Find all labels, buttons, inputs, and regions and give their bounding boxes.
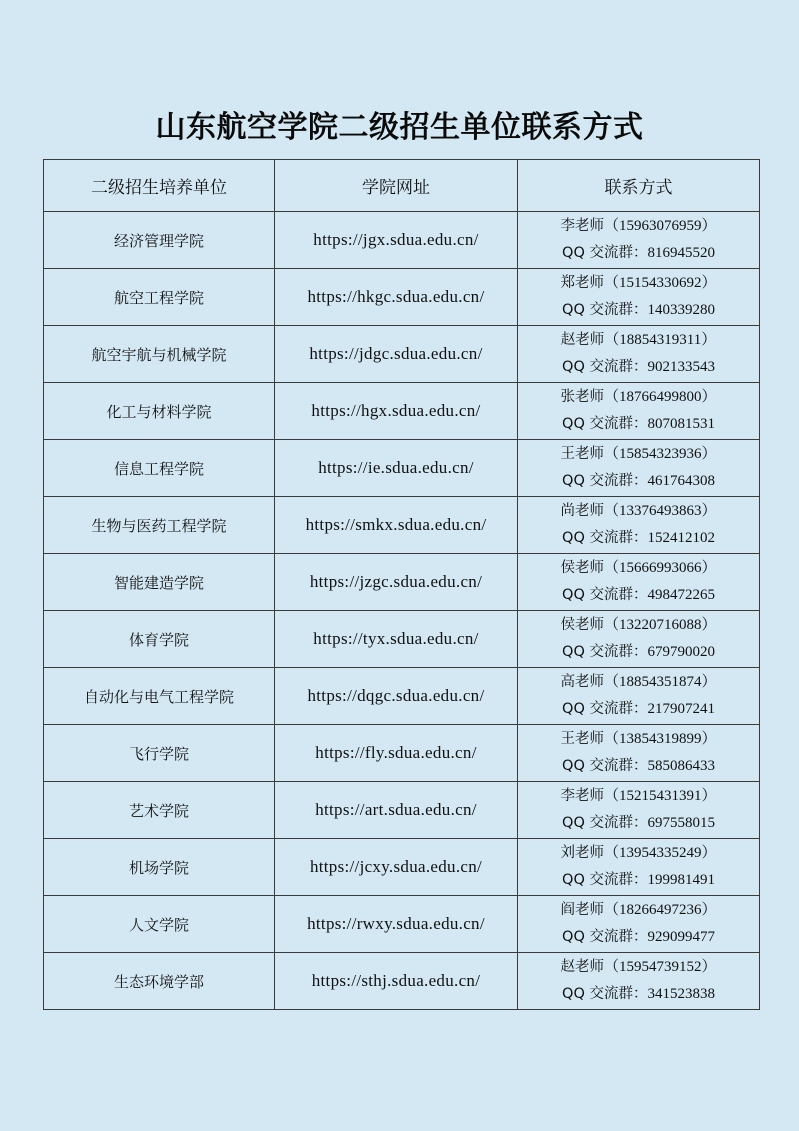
- unit-cell: [44, 782, 275, 839]
- website-cell: [275, 326, 518, 383]
- teacher-phone: （13954335249）: [603, 845, 717, 861]
- website-cell: [275, 953, 518, 1010]
- website-cell: [275, 269, 518, 326]
- teacher-name: 阎老师: [560, 902, 604, 918]
- header-unit: 二级招生培养单位: [44, 160, 275, 212]
- qq-label: QQ 交流群：: [562, 986, 648, 1002]
- unit-name: 航空宇航与机械学院: [91, 345, 227, 364]
- website-link[interactable]: https://hkgc.sdua.edu.cn/: [307, 287, 485, 306]
- unit-cell: [44, 212, 275, 269]
- contact-cell: [518, 440, 760, 497]
- contact-teacher-line: [518, 954, 759, 981]
- teacher-name: 刘老师: [560, 845, 604, 861]
- website-cell: [275, 440, 518, 497]
- contact-cell: [518, 554, 760, 611]
- teacher-phone: （15954739152）: [603, 959, 717, 975]
- contact-teacher-line: [518, 726, 759, 753]
- website-link[interactable]: https://ie.sdua.edu.cn/: [318, 458, 474, 477]
- contact-teacher-line: [518, 498, 759, 525]
- unit-name: 机场学院: [128, 858, 189, 877]
- teacher-name: 王老师: [560, 731, 604, 747]
- contact-teacher-line: [518, 327, 759, 354]
- contact-cell: [518, 212, 760, 269]
- unit-cell: [44, 497, 275, 554]
- contact-teacher-line: [518, 384, 759, 411]
- unit-name: 航空工程学院: [113, 288, 204, 307]
- qq-group-number: 807081531: [647, 416, 715, 432]
- qq-label: QQ 交流群：: [562, 758, 648, 774]
- teacher-name: 张老师: [560, 389, 604, 405]
- contact-cell: [518, 725, 760, 782]
- qq-label: QQ 交流群：: [562, 872, 648, 888]
- teacher-name: 侯老师: [560, 560, 604, 576]
- website-link[interactable]: https://sthj.sdua.edu.cn/: [311, 971, 481, 990]
- unit-name: 艺术学院: [128, 801, 189, 820]
- contacts-table: [43, 159, 760, 1010]
- qq-group-number: 902133543: [647, 359, 715, 375]
- qq-label: QQ 交流群：: [562, 359, 648, 375]
- website-cell: [275, 668, 518, 725]
- qq-group-number: 679790020: [647, 644, 715, 660]
- unit-name: 飞行学院: [128, 744, 189, 763]
- table-row: [44, 896, 760, 953]
- qq-label: QQ 交流群：: [562, 416, 648, 432]
- qq-group-number: 152412102: [647, 530, 715, 546]
- unit-cell: [44, 668, 275, 725]
- contact-cell: [518, 497, 760, 554]
- contact-teacher-line: [518, 441, 759, 468]
- table-row: [44, 953, 760, 1010]
- website-link[interactable]: https://smkx.sdua.edu.cn/: [305, 515, 487, 534]
- unit-name: 人文学院: [128, 915, 189, 934]
- unit-name: 自动化与电气工程学院: [83, 687, 234, 706]
- website-cell: [275, 212, 518, 269]
- qq-group-number: 929099477: [647, 929, 715, 945]
- contact-cell: [518, 668, 760, 725]
- qq-label: QQ 交流群：: [562, 530, 648, 546]
- unit-cell: [44, 725, 275, 782]
- teacher-phone: （13220716088）: [603, 617, 717, 633]
- qq-group-number: 498472265: [647, 587, 715, 603]
- unit-name: 智能建造学院: [113, 573, 204, 592]
- unit-name: 生物与医药工程学院: [91, 516, 227, 535]
- table-row: [44, 269, 760, 326]
- teacher-phone: （18266497236）: [603, 902, 717, 918]
- contact-qq-line: [518, 240, 759, 267]
- unit-cell: [44, 269, 275, 326]
- contact-qq-line: [518, 639, 759, 666]
- teacher-phone: （15215431391）: [603, 788, 717, 804]
- contact-qq-line: [518, 696, 759, 723]
- contact-qq-line: [518, 297, 759, 324]
- teacher-phone: （15854323936）: [603, 446, 717, 462]
- teacher-phone: （13376493863）: [603, 503, 717, 519]
- table-row: [44, 725, 760, 782]
- website-link[interactable]: https://hgx.sdua.edu.cn/: [311, 401, 481, 420]
- website-link[interactable]: https://dqgc.sdua.edu.cn/: [307, 686, 485, 705]
- table-header-row: [44, 160, 760, 212]
- website-link[interactable]: https://jcxy.sdua.edu.cn/: [309, 857, 483, 876]
- contact-qq-line: [518, 411, 759, 438]
- website-cell: [275, 896, 518, 953]
- qq-group-number: 461764308: [647, 473, 715, 489]
- qq-group-number: 140339280: [647, 302, 715, 318]
- qq-label: QQ 交流群：: [562, 473, 648, 489]
- qq-group-number: 585086433: [647, 758, 715, 774]
- table-row: [44, 611, 760, 668]
- qq-label: QQ 交流群：: [562, 815, 648, 831]
- contact-qq-line: [518, 867, 759, 894]
- table-row: [44, 782, 760, 839]
- unit-cell: [44, 953, 275, 1010]
- website-cell: [275, 725, 518, 782]
- teacher-name: 高老师: [560, 674, 604, 690]
- qq-group-number: 341523838: [647, 986, 715, 1002]
- contact-qq-line: [518, 924, 759, 951]
- qq-label: QQ 交流群：: [562, 302, 648, 318]
- unit-name: 信息工程学院: [113, 459, 204, 478]
- unit-cell: [44, 440, 275, 497]
- qq-label: QQ 交流群：: [562, 929, 648, 945]
- contact-cell: [518, 896, 760, 953]
- contact-qq-line: [518, 582, 759, 609]
- teacher-phone: （15666993066）: [603, 560, 717, 576]
- teacher-name: 尚老师: [560, 503, 604, 519]
- unit-cell: [44, 554, 275, 611]
- teacher-name: 赵老师: [560, 959, 604, 975]
- contact-cell: [518, 269, 760, 326]
- contact-cell: [518, 782, 760, 839]
- teacher-name: 王老师: [560, 446, 604, 462]
- page-title: 山东航空学院二级招生单位联系方式: [155, 110, 644, 145]
- qq-group-number: 199981491: [647, 872, 715, 888]
- website-cell: [275, 839, 518, 896]
- teacher-name: 赵老师: [560, 332, 605, 348]
- unit-name: 化工与材料学院: [106, 402, 212, 421]
- qq-group-number: 697558015: [647, 815, 715, 831]
- qq-label: QQ 交流群：: [562, 701, 648, 717]
- unit-name: 经济管理学院: [113, 231, 204, 250]
- unit-cell: [44, 611, 275, 668]
- contact-teacher-line: [518, 897, 759, 924]
- contact-qq-line: [518, 753, 759, 780]
- website-cell: [275, 383, 518, 440]
- table-body: [44, 212, 760, 1010]
- teacher-phone: （13854319899）: [603, 731, 717, 747]
- contact-teacher-line: [518, 840, 759, 867]
- contact-qq-line: [518, 354, 759, 381]
- teacher-name: 郑老师: [560, 275, 604, 291]
- qq-label: QQ 交流群：: [562, 587, 648, 603]
- header-website: 学院网址: [275, 160, 518, 212]
- website-link[interactable]: https://rwxy.sdua.edu.cn/: [307, 914, 485, 933]
- website-cell: [275, 554, 518, 611]
- table-row: [44, 440, 760, 497]
- table-row: [44, 668, 760, 725]
- teacher-phone: （18766499800）: [603, 389, 717, 405]
- table-row: [44, 497, 760, 554]
- contact-qq-line: [518, 981, 759, 1008]
- unit-name: 生态环境学部: [113, 972, 204, 991]
- website-link[interactable]: https://fly.sdua.edu.cn/: [315, 743, 477, 762]
- website-link[interactable]: https://jdgc.sdua.edu.cn/: [309, 344, 483, 363]
- header-contact: 联系方式: [518, 160, 760, 212]
- table-row: [44, 839, 760, 896]
- unit-name: 体育学院: [128, 630, 189, 649]
- teacher-name: 侯老师: [560, 617, 604, 633]
- qq-group-number: 816945520: [647, 245, 715, 261]
- table-row: [44, 383, 760, 440]
- qq-label: QQ 交流群：: [562, 245, 648, 261]
- teacher-phone: （18854351874）: [603, 674, 717, 690]
- table-row: [44, 554, 760, 611]
- contact-qq-line: [518, 468, 759, 495]
- contact-teacher-line: [518, 270, 759, 297]
- contact-teacher-line: [518, 612, 759, 639]
- website-cell: [275, 782, 518, 839]
- teacher-phone: （18854319311）: [604, 332, 717, 348]
- contact-cell: [518, 839, 760, 896]
- teacher-name: 李老师: [560, 218, 604, 234]
- teacher-phone: （15963076959）: [603, 218, 717, 234]
- contact-teacher-line: [518, 555, 759, 582]
- table-row: [44, 326, 760, 383]
- qq-label: QQ 交流群：: [562, 644, 648, 660]
- qq-group-number: 217907241: [647, 701, 715, 717]
- teacher-name: 李老师: [560, 788, 604, 804]
- unit-cell: [44, 839, 275, 896]
- contact-cell: [518, 611, 760, 668]
- website-link[interactable]: https://jgx.sdua.edu.cn/: [313, 230, 479, 249]
- unit-cell: [44, 326, 275, 383]
- website-cell: [275, 497, 518, 554]
- teacher-phone: （15154330692）: [603, 275, 717, 291]
- contact-teacher-line: [518, 669, 759, 696]
- website-link[interactable]: https://art.sdua.edu.cn/: [315, 800, 477, 819]
- contact-qq-line: [518, 525, 759, 552]
- contact-cell: [518, 383, 760, 440]
- unit-cell: [44, 896, 275, 953]
- website-link[interactable]: https://jzgc.sdua.edu.cn/: [309, 572, 483, 591]
- contact-cell: [518, 326, 760, 383]
- website-link[interactable]: https://tyx.sdua.edu.cn/: [313, 629, 479, 648]
- website-cell: [275, 611, 518, 668]
- unit-cell: [44, 383, 275, 440]
- contact-teacher-line: [518, 213, 759, 240]
- table-row: [44, 212, 760, 269]
- contact-teacher-line: [518, 783, 759, 810]
- contact-qq-line: [518, 810, 759, 837]
- contact-cell: [518, 953, 760, 1010]
